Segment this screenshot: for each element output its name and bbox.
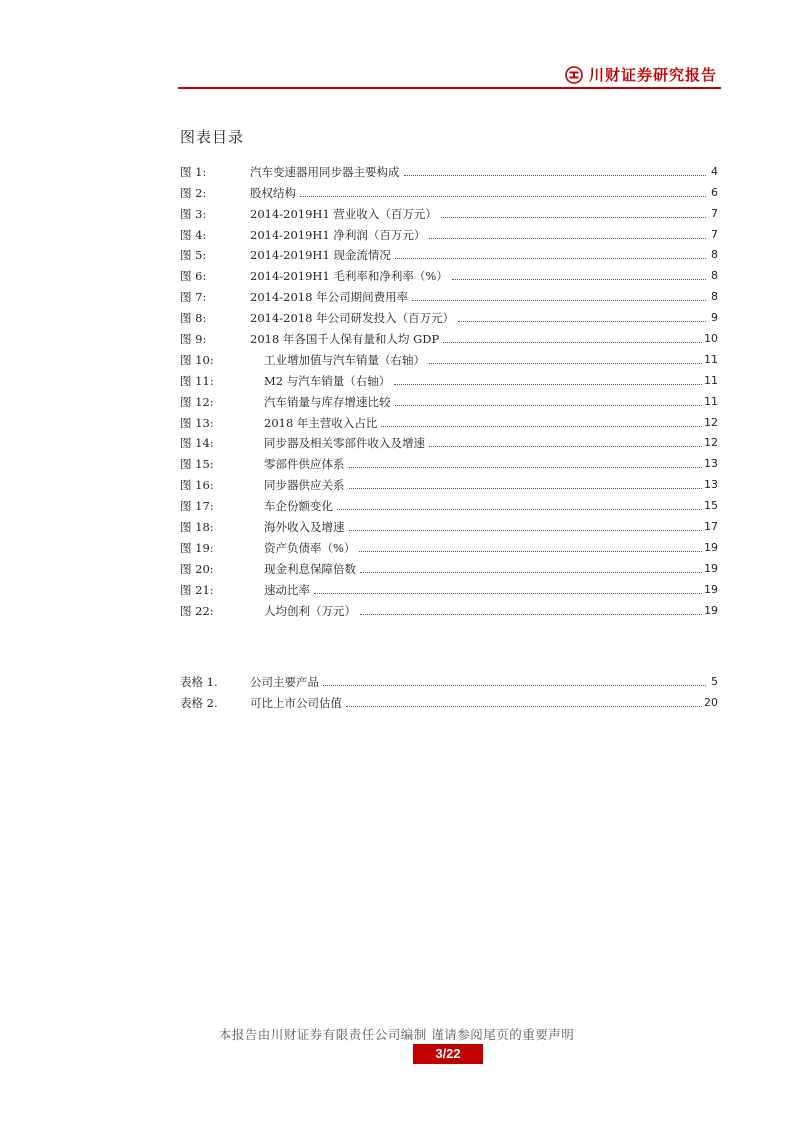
table-list <box>180 668 718 710</box>
figure-entry-label: 图 20: <box>180 561 214 576</box>
figure-entry-page: 9 <box>711 311 718 325</box>
figure-entry[interactable] <box>180 262 718 283</box>
figure-entry-label: 图 2: <box>180 185 207 200</box>
leader-dots <box>349 487 703 489</box>
figure-entry[interactable] <box>180 179 718 200</box>
leader-dots <box>429 237 706 239</box>
figure-entry-title: 2014-2019H1 毛利率和净利率（%） <box>250 269 448 284</box>
figure-entry[interactable] <box>180 304 718 325</box>
figure-entry-label: 图 16: <box>180 478 214 493</box>
figure-entry-title: 速动比率 <box>264 582 310 597</box>
header-rule <box>178 87 721 89</box>
figure-entry-page: 19 <box>704 561 718 575</box>
figure-entry[interactable] <box>180 388 718 409</box>
leader-dots <box>314 592 702 594</box>
figure-entry[interactable] <box>180 534 718 555</box>
figure-entry-label: 图 18: <box>180 520 214 535</box>
figure-entry[interactable] <box>180 242 718 263</box>
figure-entry-title: 2018 年主营收入占比 <box>264 415 378 430</box>
leader-dots <box>300 195 706 197</box>
figure-entry[interactable] <box>180 513 718 534</box>
figure-entry-title: 资产负债率（%） <box>264 540 356 555</box>
table-entry-title: 可比上市公司估值 <box>250 695 342 710</box>
figure-entry[interactable] <box>180 597 718 618</box>
leader-dots <box>346 705 702 707</box>
figure-entry-label: 图 7: <box>180 290 207 305</box>
figure-entry-label: 图 17: <box>180 499 214 514</box>
table-entry-label: 表格 1. <box>180 674 218 689</box>
figure-entry-title: 2018 年各国千人保有量和人均 GDP <box>250 332 440 347</box>
figure-entry-page: 12 <box>704 415 718 429</box>
brand-logo-icon <box>565 66 583 84</box>
leader-dots <box>323 684 706 686</box>
table-entry-title: 公司主要产品 <box>250 674 319 689</box>
figure-entry-page: 17 <box>704 520 718 534</box>
leader-dots <box>395 257 706 259</box>
page-number: 3/22 <box>413 1044 483 1064</box>
figure-entry-page: 6 <box>711 185 718 199</box>
figure-entry[interactable] <box>180 200 718 221</box>
figure-entry-page: 8 <box>711 269 718 283</box>
figure-entry-label: 图 15: <box>180 457 214 472</box>
figure-entry-title: 汽车销量与库存增速比较 <box>264 394 391 409</box>
figure-entry[interactable] <box>180 158 718 179</box>
figure-entry-title: M2 与汽车销量（右轴） <box>264 373 391 388</box>
table-entry[interactable] <box>180 689 718 710</box>
brand <box>565 64 717 85</box>
leader-dots <box>458 320 706 322</box>
figure-list <box>180 158 718 618</box>
figure-entry-title: 同步器供应关系 <box>264 478 345 493</box>
leader-dots <box>443 341 702 343</box>
figure-entry-label: 图 5: <box>180 248 207 263</box>
figure-entry-page: 11 <box>704 373 718 387</box>
figure-entry-title: 2014-2019H1 净利润（百万元） <box>250 227 426 242</box>
figure-entry-title: 2014-2018 年公司研发投入（百万元） <box>250 311 455 326</box>
figure-entry-title: 工业增加值与汽车销量（右轴） <box>264 352 425 367</box>
leader-dots <box>412 299 706 301</box>
figure-entry[interactable] <box>180 221 718 242</box>
figure-entry-title: 2014-2019H1 现金流情况 <box>250 248 391 263</box>
figure-entry-title: 汽车变速器用同步器主要构成 <box>250 164 400 179</box>
figure-entry-page: 13 <box>704 478 718 492</box>
figure-entry[interactable] <box>180 576 718 597</box>
figure-entry-label: 图 9: <box>180 332 207 347</box>
figure-entry-title: 2014-2019H1 营业收入（百万元） <box>250 206 437 221</box>
toc-title: 图表目录 <box>180 128 245 146</box>
leader-dots <box>441 216 706 218</box>
figure-entry-page: 4 <box>711 164 718 178</box>
figure-entry[interactable] <box>180 430 718 451</box>
leader-dots <box>395 404 703 406</box>
figure-entry-page: 8 <box>711 290 718 304</box>
figure-entry-label: 图 10: <box>180 352 214 367</box>
page-header <box>178 58 721 90</box>
figure-entry[interactable] <box>180 346 718 367</box>
leader-dots <box>429 445 702 447</box>
figure-entry-page: 13 <box>704 457 718 471</box>
figure-entry[interactable] <box>180 471 718 492</box>
figure-entry-label: 图 21: <box>180 582 214 597</box>
figure-entry-label: 图 19: <box>180 540 214 555</box>
figure-entry-page: 15 <box>704 499 718 513</box>
leader-dots <box>394 383 702 385</box>
figure-entry-label: 图 8: <box>180 311 207 326</box>
table-entry-page: 20 <box>704 695 718 709</box>
table-entry-label: 表格 2. <box>180 695 218 710</box>
brand-name: 川财证券研究报告 <box>588 66 717 84</box>
figure-entry-label: 图 14: <box>180 436 214 451</box>
figure-entry-page: 19 <box>704 582 718 596</box>
leader-dots <box>349 529 703 531</box>
figure-entry-title: 同步器及相关零部件收入及增速 <box>264 436 425 451</box>
figure-entry-page: 8 <box>711 248 718 262</box>
leader-dots <box>404 174 707 176</box>
figure-entry-page: 19 <box>704 603 718 617</box>
figure-entry-label: 图 13: <box>180 415 214 430</box>
figure-entry-label: 图 11: <box>180 373 214 388</box>
figure-entry-page: 11 <box>704 394 718 408</box>
figure-entry-title: 2014-2018 年公司期间费用率 <box>250 290 409 305</box>
figure-entry-title: 股权结构 <box>250 185 296 200</box>
figure-entry-page: 7 <box>711 206 718 220</box>
figure-entry-title: 零部件供应体系 <box>264 457 345 472</box>
figure-entry-title: 现金利息保障倍数 <box>264 561 356 576</box>
figure-entry[interactable] <box>180 283 718 304</box>
figure-entry-title: 人均创利（万元） <box>264 603 356 618</box>
leader-dots <box>452 278 706 280</box>
leader-dots <box>429 362 702 364</box>
figure-entry-label: 图 1: <box>180 164 207 179</box>
figure-entry[interactable] <box>180 325 718 346</box>
leader-dots <box>359 550 702 552</box>
figure-entry-label: 图 4: <box>180 227 207 242</box>
leader-dots <box>360 613 702 615</box>
figure-entry-page: 19 <box>704 540 718 554</box>
table-entry-page: 5 <box>711 674 718 688</box>
footer-disclaimer: 本报告由川财证券有限责任公司编制 谨请参阅尾页的重要声明 <box>218 1027 575 1042</box>
figure-entry-label: 图 22: <box>180 603 214 618</box>
figure-entry-page: 12 <box>704 436 718 450</box>
leader-dots <box>381 425 702 427</box>
figure-entry-title: 海外收入及增速 <box>264 520 345 535</box>
figure-entry[interactable] <box>180 367 718 388</box>
leader-dots <box>360 571 702 573</box>
figure-entry[interactable] <box>180 409 718 430</box>
figure-entry-page: 11 <box>704 352 718 366</box>
figure-entry-page: 7 <box>711 227 718 241</box>
figure-entry-label: 图 3: <box>180 206 207 221</box>
leader-dots <box>349 466 703 468</box>
figure-entry-page: 10 <box>704 332 718 346</box>
figure-entry[interactable] <box>180 450 718 471</box>
figure-entry[interactable] <box>180 555 718 576</box>
figure-entry-title: 车企份额变化 <box>264 499 333 514</box>
figure-entry[interactable] <box>180 492 718 513</box>
figure-entry-label: 图 6: <box>180 269 207 284</box>
figure-entry-label: 图 12: <box>180 394 214 409</box>
table-entry[interactable] <box>180 668 718 689</box>
leader-dots <box>337 508 702 510</box>
